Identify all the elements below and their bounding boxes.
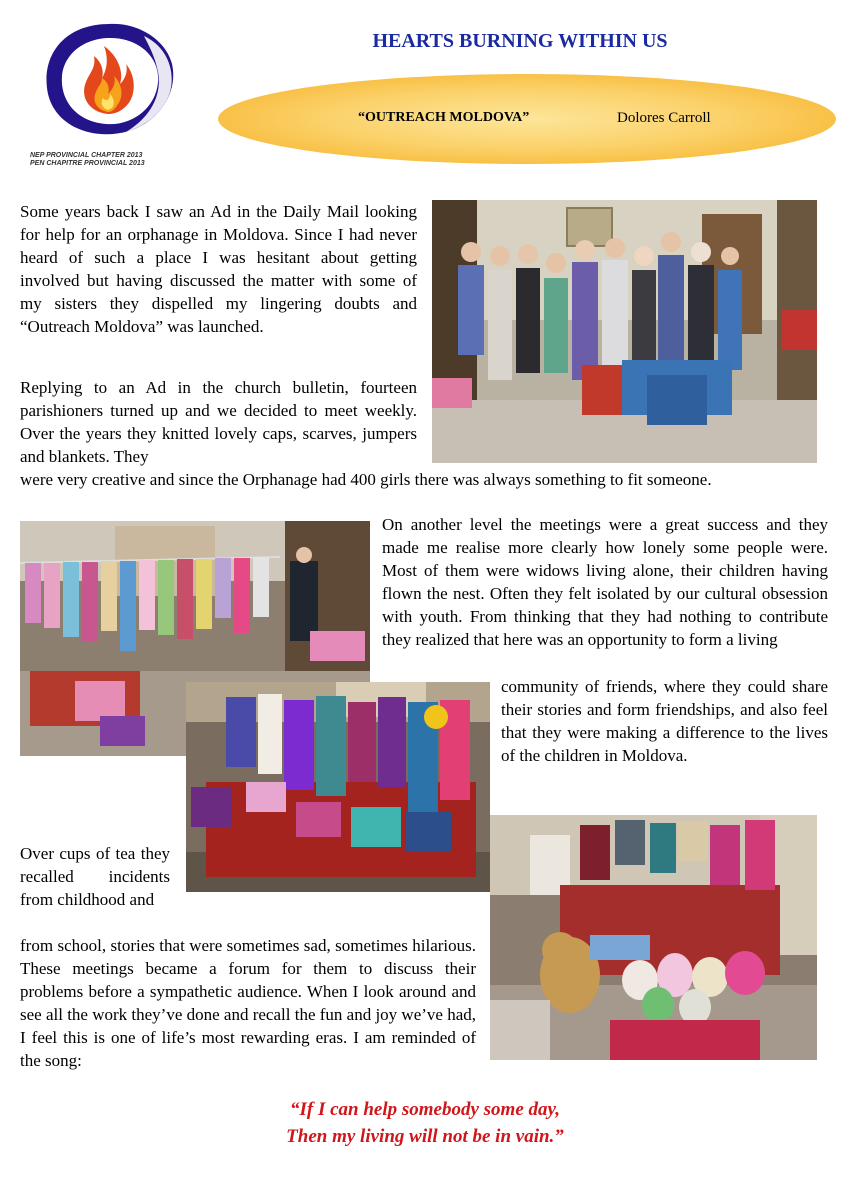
photo-knitwear-on-couch (186, 682, 490, 892)
paragraph-2-top (20, 376, 417, 468)
logo-caption-line-1: NEP PROVINCIAL CHAPTER 2013 (30, 152, 143, 159)
logo-caption (30, 152, 145, 168)
chapter-logo (34, 16, 184, 146)
paragraph-3-text-a: On another level the meetings were a great success and they made me realise more clearly how lonely some people were. Most of them were widows living alone, their children having flown the nest. Often they felt isolated by our cultural obsession with youth. From thinking that they had nothing to contribute they realized that here was an opportunity to form a living (382, 515, 828, 649)
paragraph-2-bottom (20, 468, 828, 491)
paragraph-1-text: Some years back I saw an Ad in the Daily Mail looking for help for an orphanage in Moldova. Since I had never heard of such a place I was hesitant about getting involved but having discussed the matter with some of my sisters they dispelled my lingering doubts and “Outreach Moldova” was launched. (20, 202, 417, 336)
paragraph-3-text-b: community of friends, where they could share their stories and form friendships, and also feel that they were making a difference to the lives of the children in Moldova. (501, 677, 828, 765)
paragraph-4-text-a: Over cups of tea they recalled incidents from childhood and (20, 844, 170, 909)
paragraph-3-top (382, 513, 828, 651)
article-subtitle: “OUTREACH MOLDOVA” (358, 110, 530, 125)
paragraph-3-bottom (501, 675, 828, 767)
article-author: Dolores Carroll (617, 110, 711, 126)
page-title: HEARTS BURNING WITHIN US (372, 30, 668, 52)
paragraph-4-top (20, 842, 170, 911)
photo-hats-and-teddy (490, 815, 817, 1060)
paragraph-2-text-b: were very creative and since the Orphanage had 400 girls there was always something to fit someone. (20, 470, 712, 489)
paragraph-4-text-b: from school, stories that were sometimes sad, sometimes hilarious. These meetings became a forum for them to discuss their problems before a sympathetic audience. When I look around and see all the work they’ve done and recall the fun and joy we’ve had, I feel this is one of life’s most rewarding eras. I am reminded of the song: (20, 936, 476, 1070)
song-quote-line-1: “If I can help somebody some day, (289, 1099, 561, 1120)
paragraph-4-bottom (20, 934, 476, 1072)
song-quote (180, 1096, 670, 1150)
photo-group-of-knitters (432, 200, 817, 463)
logo-caption-line-2: PEN CHAPITRE PROVINCIAL 2013 (30, 160, 145, 167)
song-quote-line-2: Then my living will not be in vain.” (286, 1126, 564, 1147)
paragraph-2-text-a: Replying to an Ad in the church bulletin, fourteen parishioners turned up and we decided to meet weekly. Over the years they knitted lovely caps, scarves, jumpers and blankets. They (20, 378, 417, 466)
paragraph-1 (20, 200, 417, 338)
